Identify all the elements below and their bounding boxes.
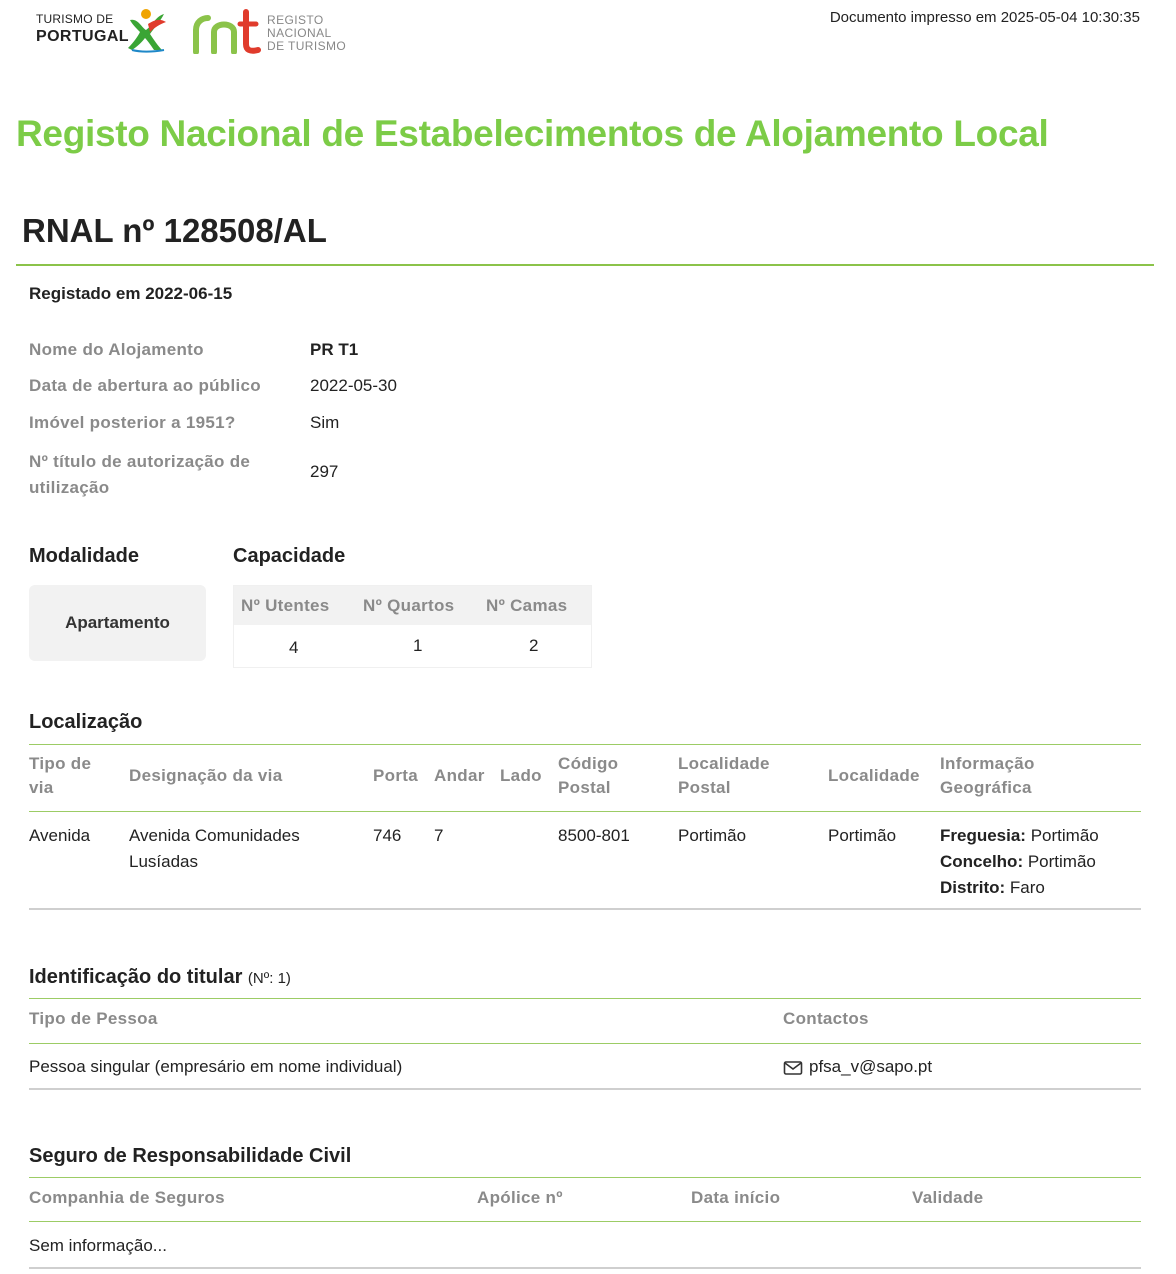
seguro-header-data-inicio: Data início [691,1188,781,1207]
geo-distrito-label: Distrito: [940,878,1006,897]
capacidade-table [233,585,592,668]
rnal-number: RNAL nº 128508/AL [22,212,327,249]
titular-value-tipo: Pessoa singular (empresário em nome individual) [29,1057,403,1076]
loc-value-andar: 7 [434,826,444,845]
titular-title [29,966,291,989]
cap-value-camas: 2 [529,636,539,655]
loc-header-tipo: Tipo de via [29,754,92,797]
modalidade-value: Apartamento [65,613,170,632]
rnt-mark-icon [190,8,262,54]
logo-tp-line1: TURISMO DE [36,12,114,26]
cap-value-utentes: 4 [289,638,299,657]
loc-value-codigo: 8500-801 [558,826,630,845]
loc-header-porta: Porta [373,766,418,785]
geo-distrito [940,875,1140,901]
seguro-bottom-line [29,1267,1141,1269]
titular-header-contactos: Contactos [783,1009,869,1028]
detail-label-nome: Nome do Alojamento [29,340,204,359]
envelope-icon [783,1060,803,1076]
detail-label-titulo: Nº título de autorização de utilização [29,452,251,497]
cap-header-quartos: Nº Quartos [363,596,455,615]
geo-freguesia-label: Freguesia: [940,826,1026,845]
seguro-title: Seguro de Responsabilidade Civil [29,1145,352,1167]
titular-count: (Nº: 1) [247,970,291,987]
loc-header-info-geo: Informação Geográfica [940,754,1035,797]
rnt-line1: REGISTO [267,13,324,27]
turismo-de-portugal-logo [36,12,176,58]
loc-header-localidade: Localidade [828,766,920,785]
localizacao-top-line [29,744,1141,745]
detail-label-imovel: Imóvel posterior a 1951? [29,413,236,432]
seguro-header-validade: Validade [912,1188,984,1207]
loc-value-localidade: Portimão [828,826,897,845]
page-title: Registo Nacional de Estabelecimentos de Alojamento Local [16,113,1049,154]
geo-freguesia-value: Portimão [1030,826,1099,845]
cap-value-quartos: 1 [413,636,423,655]
loc-header-loc-postal: Localidade Postal [678,754,770,797]
geo-concelho-label: Concelho: [940,852,1024,871]
titular-email[interactable]: pfsa_v@sapo.pt [809,1057,933,1076]
loc-value-loc-postal: Portimão [678,826,747,845]
localizacao-bottom-line [29,908,1141,910]
loc-value-info-geo [940,823,1140,901]
capacidade-title: Capacidade [233,545,346,567]
detail-value-nome: PR T1 [310,340,359,359]
rnt-subtitle [267,14,346,53]
print-timestamp: Documento impresso em 2025-05-04 10:30:35 [829,9,1140,26]
seguro-empty: Sem informação... [29,1236,167,1255]
cap-header-camas: Nº Camas [486,596,568,615]
geo-distrito-value: Faro [1009,878,1045,897]
seguro-header-line [29,1221,1141,1222]
detail-value-abertura: 2022-05-30 [310,376,397,395]
localizacao-header-line [29,811,1141,812]
titular-top-line [29,998,1141,999]
registration-date: Registado em 2022-06-15 [29,284,233,303]
titular-header-line [29,1043,1141,1044]
loc-header-andar: Andar [434,766,485,785]
detail-label-abertura: Data de abertura ao público [29,376,261,395]
rnt-logo [190,6,350,58]
logo-tp-line2: PORTUGAL [36,28,129,45]
modalidade-title: Modalidade [29,545,140,567]
loc-value-porta: 746 [373,826,402,845]
geo-concelho-value: Portimão [1027,852,1096,871]
rnt-line3: DE TURISMO [267,39,347,53]
titular-title-text: Identificação do titular [29,966,243,988]
geo-freguesia [940,823,1140,849]
loc-value-designacao: Avenida Comunidades Lusíadas [129,826,300,871]
loc-header-lado: Lado [500,766,542,785]
titular-header-tipo: Tipo de Pessoa [29,1009,158,1028]
localizacao-title: Localização [29,711,143,733]
modalidade-box [29,585,206,661]
cap-header-utentes: Nº Utentes [241,596,330,615]
seguro-top-line [29,1177,1141,1178]
loc-value-tipo: Avenida [29,826,91,845]
rnt-line2: NACIONAL [267,26,332,40]
portugal-figure-icon [124,6,176,56]
loc-header-designacao: Designação da via [129,766,283,785]
titular-bottom-line [29,1088,1141,1090]
title-divider [16,264,1154,266]
geo-concelho [940,849,1140,875]
titular-contact [783,1054,932,1080]
seguro-header-apolice: Apólice nº [477,1188,563,1207]
seguro-header-companhia: Companhia de Seguros [29,1188,225,1207]
detail-value-imovel: Sim [310,413,340,432]
detail-value-titulo: 297 [310,462,339,481]
loc-header-codigo: Código Postal [558,754,619,797]
